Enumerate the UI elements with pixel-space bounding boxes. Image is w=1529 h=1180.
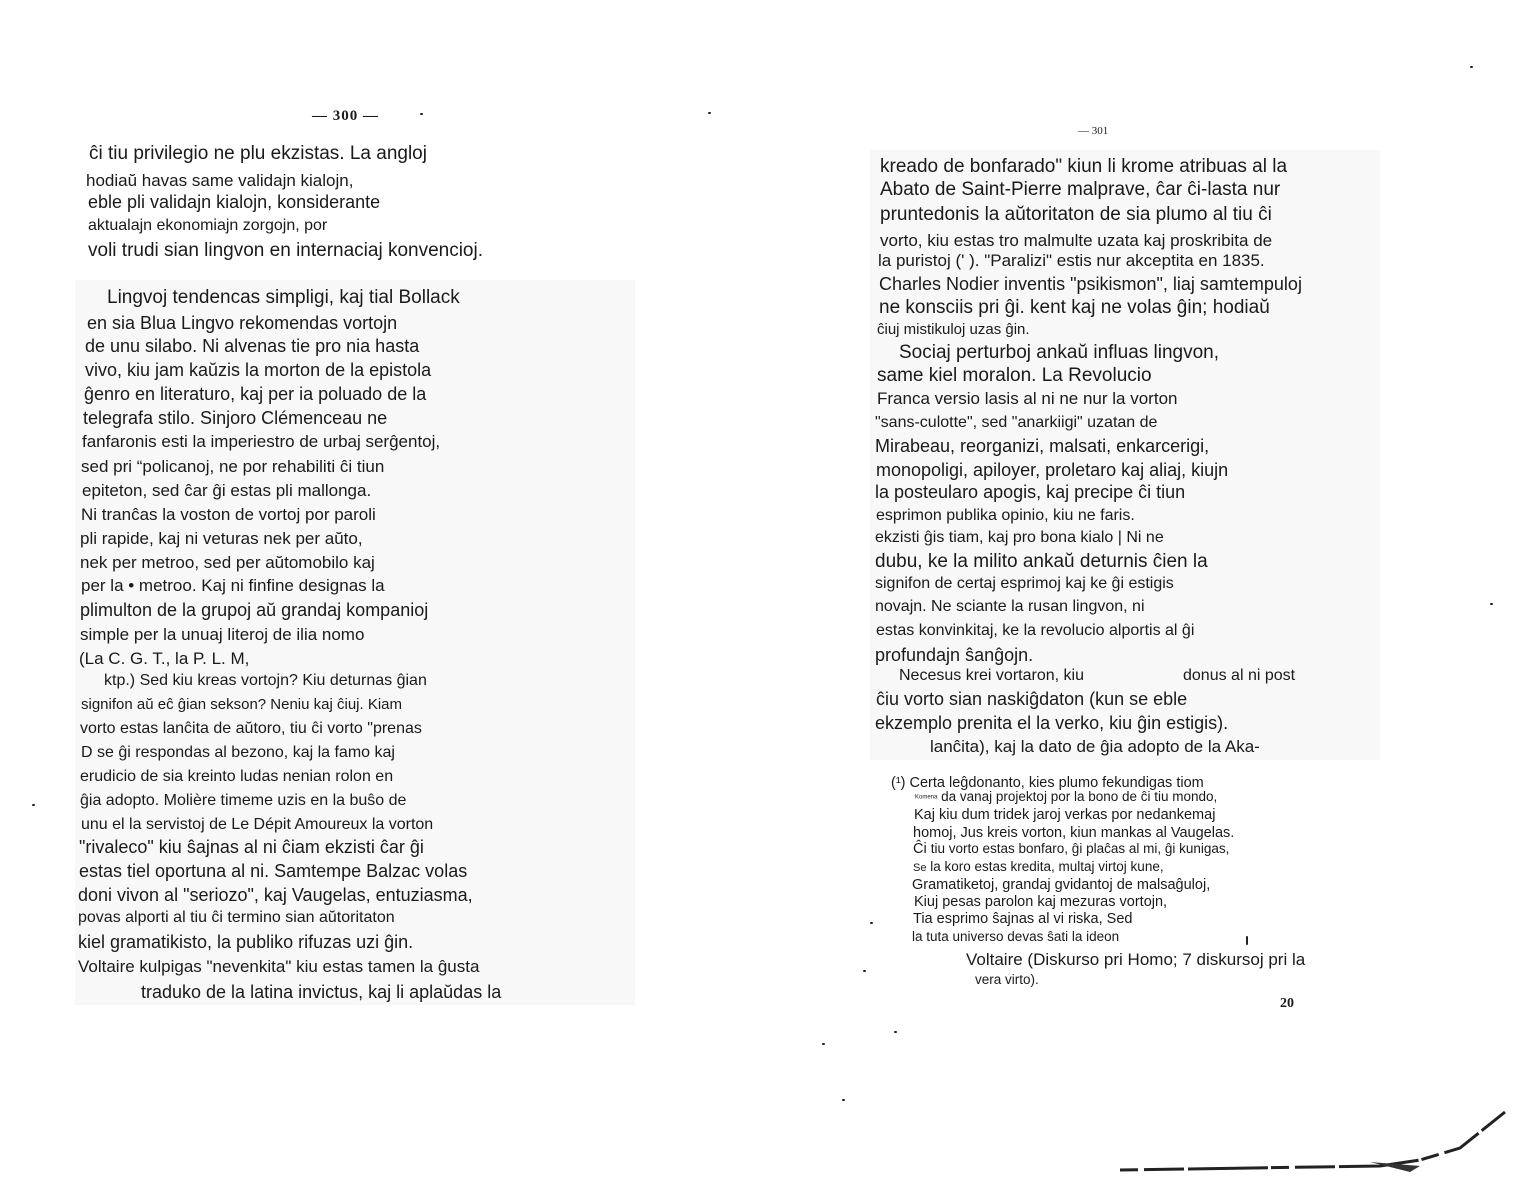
text-line: doni vivon al "seriozo", kaj Vaugelas, entuziasma, xyxy=(78,885,473,905)
scan-speck xyxy=(870,922,873,924)
scan-speck xyxy=(32,804,35,806)
text-line: ekzemplo prenita el la verko, kiu ĝin estigis). xyxy=(875,713,1229,733)
text-line: plimulton de la grupoj aŭ grandaj kompanioj xyxy=(80,600,429,620)
text-line: ekzisti ĝis tiam, kaj pro bona kialo | Ni ne xyxy=(875,529,1164,546)
text-line: telegrafa stilo. Sinjoro Clémenceau ne xyxy=(83,408,388,428)
text-line: (La C. G. T., la P. L. M, xyxy=(79,649,250,668)
text-line: povas alporti al tiu ĉi termino sian aŭtoritaton xyxy=(78,909,395,926)
text-line: ĝenro en literaturo, kaj per ia poluado de la xyxy=(84,384,427,404)
text-line: kiel gramatikisto, la publiko rifuzas uzi ĝin. xyxy=(78,932,414,952)
text-line: esprimon publika opinio, kiu ne faris. xyxy=(876,507,1135,524)
right-page xyxy=(700,0,1529,1177)
text-line: same kiel moralon. La Revolucio xyxy=(877,365,1152,386)
footnote-line: Kiuj pesas parolon kaj mezuras vortojn, xyxy=(914,894,1168,910)
text-line: signifon aŭ eĉ ĝian sekson? Neniu kaj ĉiuj. Kiam xyxy=(81,696,403,713)
text-line: aktualajn ekonomiajn zorgojn, por xyxy=(88,217,328,234)
text-line: epiteton, sed ĉar ĝi estas pli mallonga. xyxy=(82,481,372,500)
text-line: pruntedonis la aŭtoritaton de sia plumo al tiu ĉi xyxy=(880,204,1272,225)
text-line: vorto estas lanĉita de aŭtoro, tiu ĉi vorto "prenas xyxy=(80,720,422,737)
text-line: novajn. Ne sciante la rusan lingvon, ni xyxy=(875,598,1145,615)
scan-speck xyxy=(842,1099,845,1101)
text-line: monopoligi, apiloyer, proletaro kaj aliaj, kiujn xyxy=(876,460,1229,480)
text-line: Lingvoj tendencas simpligi, kaj tial Bollack xyxy=(107,287,460,308)
footnote-line: Tia esprimo ŝajnas al vi riska, Sed xyxy=(913,911,1133,927)
text-line: sed pri “policanoj, ne por rehabiliti ĉi tiun xyxy=(81,457,385,476)
scan-speck xyxy=(1246,936,1248,945)
scan-speck xyxy=(708,112,711,114)
scan-speck xyxy=(894,1031,897,1033)
scan-edge-streak xyxy=(1120,1100,1520,1180)
text-line: traduko de la latina invictus, kaj li aplaŭdas la xyxy=(141,982,502,1002)
footnote-line: Voltaire (Diskurso pri Homo; 7 diskursoj pri la xyxy=(966,950,1306,969)
text-line: ĉi tiu privilegio ne plu ekzistas. La angloj xyxy=(89,143,427,164)
text-line: ktp.) Sed kiu kreas vortojn? Kiu deturnas ĝian xyxy=(104,672,427,689)
text-line: dubu, ke la milito ankaŭ deturnis ĉien la xyxy=(875,551,1208,572)
text-line: Ni tranĉas la voston de vortoj por paroli xyxy=(81,505,376,524)
text-line: per la • metroo. Kaj ni finfine designas la xyxy=(81,576,385,595)
text-line: signifon de certaj esprimoj kaj ke ĝi estigis xyxy=(875,575,1174,592)
text-line: eble pli validajn kialojn, konsiderante xyxy=(88,192,381,212)
text-line: vorto, kiu estas tro malmulte uzata kaj proskribita de xyxy=(880,231,1273,250)
text-line: unu el la servistoj de Le Dépit Amoureux la vorton xyxy=(81,816,434,833)
scan-speck xyxy=(822,1043,825,1045)
footnote-line: Se la koro estas kredita, multaj virtoj kune, xyxy=(913,859,1164,874)
text-line: Charles Nodier inventis "psikismon", liaj samtempuloj xyxy=(879,274,1302,294)
text-line: Franca versio lasis al ni ne nur la vorton xyxy=(877,389,1178,408)
text-line: nek per metroo, sed per aŭtomobilo kaj xyxy=(80,553,375,572)
text-line: kreado de bonfarado" kiun li krome atribuas al la xyxy=(880,156,1288,177)
text-line: pli rapide, kaj ni veturas nek per aŭto, xyxy=(80,529,363,548)
text-line: vivo, kiu jam kaŭzis la morton de la epistola xyxy=(85,360,432,380)
text-line: la posteularo apogis, kaj precipe ĉi tiun xyxy=(875,482,1186,502)
text-line: D se ĝi respondas al bezono, kaj la famo kaj xyxy=(81,744,395,761)
text-line: estas tiel oportuna al ni. Samtempe Balzac volas xyxy=(79,861,468,881)
footnote-line: Ĉi tiu vorto estas bonfaro, ĝi plaĉas al mi, ĝi kunigas, xyxy=(913,841,1230,857)
text-line: simple per la unuaj literoj de ilia nomo xyxy=(80,625,365,644)
text-line: hodiaŭ havas same validajn kialojn, xyxy=(86,171,354,190)
footnote-line: homoj, Jus kreis vorton, kiun mankas al Vaugelas. xyxy=(913,825,1235,841)
text-line: de unu silabo. Ni alvenas tie pro nia hasta xyxy=(85,336,420,356)
text-line: Voltaire kulpigas "nevenkita" kiu estas tamen la ĝusta xyxy=(78,957,480,976)
text-line: en sia Blua Lingvo rekomendas vortojn xyxy=(87,313,398,333)
text-line: erudicio de sia kreinto ludas nenian rolon en xyxy=(80,768,394,785)
text-line: "sans-culotte", sed "anarkiigi" uzatan de xyxy=(875,414,1158,431)
text-line: ĉiu vorto sian naskiĝdaton (kun se eble xyxy=(876,689,1188,709)
page-number: — 300 — xyxy=(312,108,379,124)
footnote-line: Gramatiketoj, grandaj gvidantoj de malsaĝuloj, xyxy=(912,877,1211,893)
page-number: — 301 xyxy=(1078,125,1109,137)
footnote-marker: Komena xyxy=(915,794,938,801)
footnote-line: vera virto). xyxy=(975,972,1039,987)
text-line: profundajn ŝanĝojn. xyxy=(875,645,1034,665)
text-line: lanĉita), kaj la dato de ĝia adopto de la Aka- xyxy=(930,737,1260,756)
text-line: ĉiuj mistikuloj uzas ĝin. xyxy=(877,321,1030,338)
footnote-line: la tuta universo devas ŝati la ideon xyxy=(912,929,1120,944)
text-line: Necesus krei vortaron, kiu xyxy=(899,667,1084,684)
scan-speck xyxy=(420,113,423,115)
text-line: estas konvinkitaj, ke la revolucio alportis al ĝi xyxy=(876,622,1195,639)
scan-speck xyxy=(1490,603,1493,605)
scan-speck xyxy=(1470,66,1473,68)
footnote-line: Kaj kiu dum tridek jaroj verkas por nedankemaj xyxy=(914,807,1216,823)
text-line: fanfaronis esti la imperiestro de urbaj serĝentoj, xyxy=(82,432,441,451)
scan-speck xyxy=(863,970,866,972)
text-line: donus al ni post xyxy=(1183,667,1296,684)
text-line: ĝia adopto. Molière timeme uzis en la buŝo de xyxy=(80,792,407,809)
left-page xyxy=(0,0,700,1177)
text-line: Abato de Saint-Pierre malprave, ĉar ĉi-lasta nur xyxy=(880,179,1281,200)
signature-mark: 20 xyxy=(1280,996,1294,1011)
footnote-line: (¹) Certa leĝdonanto, kies plumo fekundigas tiom xyxy=(891,775,1204,791)
text-line: Mirabeau, reorganizi, malsati, enkarcerigi, xyxy=(875,436,1210,456)
text-line: Sociaj perturboj ankaŭ influas lingvon, xyxy=(899,342,1220,363)
text-line: ne konsciis pri ĝi. kent kaj ne volas ĝin; hodiaŭ xyxy=(879,297,1270,318)
text-line: voli trudi sian lingvon en internaciaj konvencioj. xyxy=(88,240,484,261)
text-line: la puristoj (' ). "Paralizi" estis nur akceptita en 1835. xyxy=(878,251,1265,270)
footnote-line: Komena da vanaj projektoj por la bono de ĉi tiu mondo, xyxy=(915,789,1218,804)
text-line: "rivaleco" kiu ŝajnas al ni ĉiam ekzisti ĉar ĝi xyxy=(79,837,424,857)
